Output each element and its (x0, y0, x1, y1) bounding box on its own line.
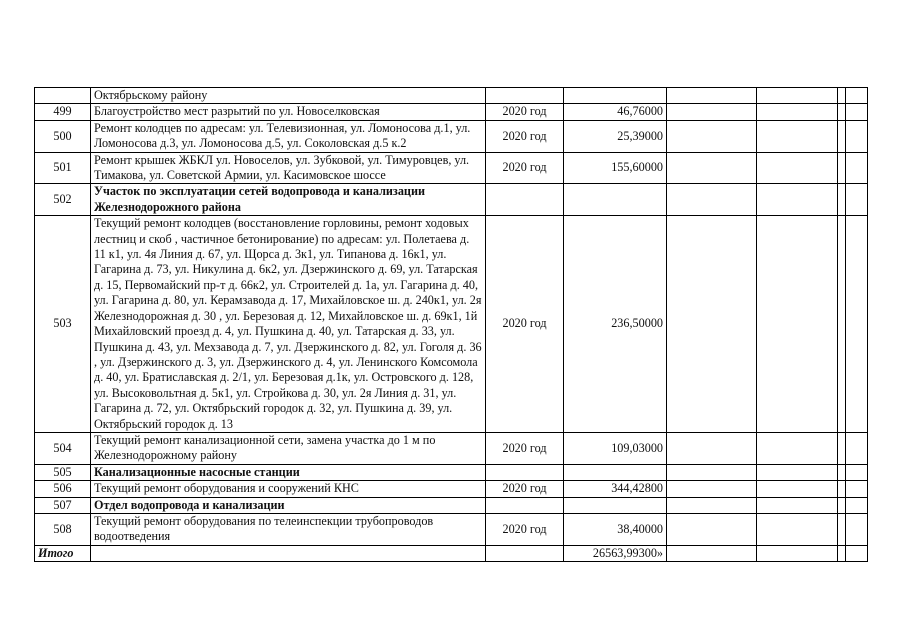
empty-cell (667, 432, 757, 464)
row-description: Канализационные насосные станции (91, 464, 486, 480)
empty-cell (757, 120, 838, 152)
row-year (486, 464, 564, 480)
empty-cell (757, 104, 838, 120)
row-amount: 155,60000 (564, 152, 667, 184)
empty-cell (838, 432, 846, 464)
row-year: 2020 год (486, 216, 564, 433)
row-description: Октябрьскому району (91, 88, 486, 104)
row-amount: 38,40000 (564, 513, 667, 545)
empty-cell (838, 481, 846, 497)
row-amount: 236,50000 (564, 216, 667, 433)
row-amount: 344,42800 (564, 481, 667, 497)
empty-cell (91, 545, 486, 561)
row-description: Текущий ремонт канализационной сети, замена участка до 1 м по Железнодорожному району (91, 432, 486, 464)
row-amount: 109,03000 (564, 432, 667, 464)
row-description: Отдел водопровода и канализации (91, 497, 486, 513)
empty-cell (667, 184, 757, 216)
table-row (35, 497, 868, 513)
empty-cell (846, 184, 868, 216)
row-description: Текущий ремонт колодцев (восстановление горловины, ремонт ходовых лестниц и скоб , частичное бетонирование) по адресам: ул. Полетаева д. 11 к1, ул. 4я Линия д. 67, ул. Щорса д. 3к1, ул. Типанова д. 16к1, ул. Гагарина д. 73, ул. Никулина д. 6к2, ул. Дзержинского д. 69, ул. Татарская д. 15, Первомайский пр-т д. 66к2, ул. Строителей д. 1а, ул. Гагарина д. 40, ул. Гагарина д. 80, ул. Керамзавода д. 17, Михайловское ш. д. 240к1, ул. 2я Железнодорожная д. 30 , ул. Березовая д. 12, Михайловское ш. д. 69к1, 1й Михайловский проезд д. 4, ул. Пушкина д. 40, ул. Татарская д. 33, ул. Пушкина д. 43, ул. Мехзавода д. 7, ул. Дзержинского д. 82, ул. Гоголя д. 36 , ул. Дзержинского д. 3, ул. Дзержинского д. 4, ул. Ленинского Комсомола д. 40, ул. Братиславская д. 2/1, ул. Березовая д.1к, ул. Островского д. 128, ул. Высоковольтная д. 5к1, ул. Стройкова д. 30, ул. 2я Линия д. 31, ул. Гагарина д. 72, ул. Октябрьский городок д. 32, ул. Пушкина д. 39, ул. Октябрьский городок д. 13 (91, 216, 486, 433)
empty-cell (667, 152, 757, 184)
empty-cell (838, 545, 846, 561)
row-amount (564, 497, 667, 513)
table-row (35, 152, 868, 184)
table-row (35, 104, 868, 120)
empty-cell (846, 216, 868, 433)
empty-cell (838, 464, 846, 480)
empty-cell (757, 545, 838, 561)
empty-cell (838, 216, 846, 433)
empty-cell (846, 513, 868, 545)
empty-cell (846, 545, 868, 561)
table-row (35, 513, 868, 545)
empty-cell (667, 88, 757, 104)
empty-cell (667, 464, 757, 480)
row-year (486, 184, 564, 216)
row-number: 505 (35, 464, 91, 480)
row-description: Благоустройство мест разрытий по ул. Новоселковская (91, 104, 486, 120)
row-amount: 46,76000 (564, 104, 667, 120)
empty-cell (757, 513, 838, 545)
empty-cell (667, 120, 757, 152)
row-number: 502 (35, 184, 91, 216)
empty-cell (846, 120, 868, 152)
empty-cell (757, 184, 838, 216)
table-row (35, 432, 868, 464)
row-year: 2020 год (486, 513, 564, 545)
empty-cell (757, 432, 838, 464)
row-number: 506 (35, 481, 91, 497)
row-description: Ремонт крышек ЖБКЛ ул. Новоселов, ул. Зубковой, ул. Тимуровцев, ул. Тимакова, ул. Советской Армии, ул. Касимовское шоссе (91, 152, 486, 184)
row-year (486, 88, 564, 104)
empty-cell (757, 481, 838, 497)
row-amount (564, 464, 667, 480)
row-year: 2020 год (486, 481, 564, 497)
total-row (35, 545, 868, 561)
empty-cell (846, 481, 868, 497)
empty-cell (757, 464, 838, 480)
empty-cell (838, 513, 846, 545)
table-row (35, 120, 868, 152)
row-year: 2020 год (486, 432, 564, 464)
empty-cell (846, 432, 868, 464)
row-description: Текущий ремонт оборудования по телеинспекции трубопроводов водоотведения (91, 513, 486, 545)
row-number: 503 (35, 216, 91, 433)
empty-cell (846, 464, 868, 480)
empty-cell (838, 120, 846, 152)
row-description: Ремонт колодцев по адресам: ул. Телевизионная, ул. Ломоносова д.1, ул. Ломоносова д.3, ул. Ломоносова д.5, ул. Соколовская д.5 к.2 (91, 120, 486, 152)
empty-cell (838, 88, 846, 104)
empty-cell (757, 88, 838, 104)
table-row (35, 464, 868, 480)
row-year (486, 497, 564, 513)
empty-cell (667, 545, 757, 561)
budget-table (34, 87, 868, 562)
empty-cell (667, 216, 757, 433)
row-year: 2020 год (486, 104, 564, 120)
row-description: Текущий ремонт оборудования и сооружений КНС (91, 481, 486, 497)
total-amount: 26563,99300» (564, 545, 667, 561)
empty-cell (757, 152, 838, 184)
empty-cell (667, 104, 757, 120)
row-year: 2020 год (486, 152, 564, 184)
row-amount (564, 184, 667, 216)
row-number (35, 88, 91, 104)
table-row (35, 184, 868, 216)
empty-cell (838, 497, 846, 513)
empty-cell (846, 152, 868, 184)
table-row (35, 481, 868, 497)
empty-cell (846, 497, 868, 513)
table-row (35, 88, 868, 104)
empty-cell (838, 184, 846, 216)
empty-cell (846, 88, 868, 104)
row-number: 499 (35, 104, 91, 120)
empty-cell (667, 497, 757, 513)
row-number: 501 (35, 152, 91, 184)
row-number: 504 (35, 432, 91, 464)
empty-cell (838, 152, 846, 184)
empty-cell (667, 513, 757, 545)
row-number: 508 (35, 513, 91, 545)
empty-cell (838, 104, 846, 120)
empty-cell (667, 481, 757, 497)
empty-cell (757, 497, 838, 513)
table-row (35, 216, 868, 433)
row-year: 2020 год (486, 120, 564, 152)
row-description: Участок по эксплуатации сетей водопровода и канализации Железнодорожного района (91, 184, 486, 216)
row-amount: 25,39000 (564, 120, 667, 152)
row-number: 507 (35, 497, 91, 513)
empty-cell (846, 104, 868, 120)
empty-cell (486, 545, 564, 561)
empty-cell (757, 216, 838, 433)
row-number: 500 (35, 120, 91, 152)
total-label: Итого (35, 545, 91, 561)
row-amount (564, 88, 667, 104)
